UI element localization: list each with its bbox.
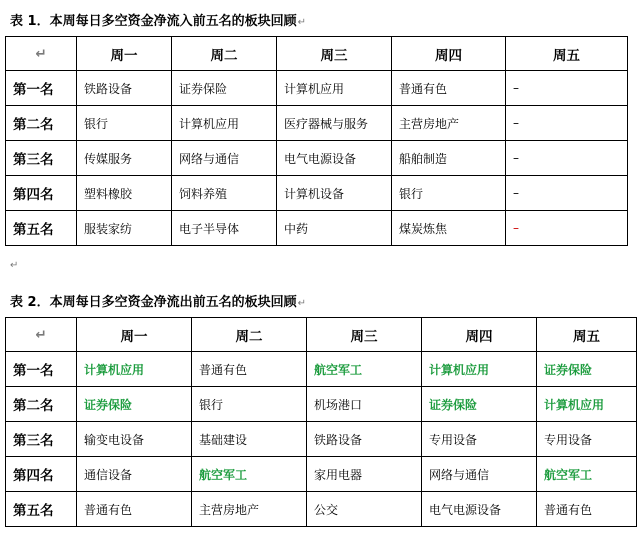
- sector-cell: [506, 106, 628, 141]
- sector-name: 证券保险: [179, 81, 228, 96]
- sector-name: 专用设备: [429, 432, 478, 447]
- sector-name: 铁路设备: [314, 432, 363, 447]
- sector-name: 银行: [84, 116, 109, 131]
- sector-name: 中药: [284, 221, 309, 236]
- sector-cell: [172, 106, 277, 141]
- table-row: [6, 176, 628, 211]
- header-corner-cell: ↵: [6, 37, 77, 71]
- sector-name: 医疗器械与服务: [284, 116, 369, 131]
- table-row: [6, 492, 637, 527]
- table-row: [6, 71, 628, 106]
- day-header: 周一: [77, 37, 172, 71]
- rank-label: 第三名: [6, 422, 77, 457]
- table-row: [6, 422, 637, 457]
- sector-name: 铁路设备: [84, 81, 133, 96]
- sector-cell: [172, 211, 277, 246]
- sector-name: 计算机应用: [544, 397, 605, 412]
- sector-name: 普通有色: [544, 502, 593, 517]
- rank-label: 第二名: [6, 387, 77, 422]
- rank-label: 第五名: [6, 492, 77, 527]
- sector-cell: [172, 176, 277, 211]
- sector-cell: [392, 106, 506, 141]
- table1-title: 表 1．本周每日多空资金净流入前五名的板块回顾↵: [10, 14, 306, 29]
- sector-cell: [77, 457, 192, 492]
- sector-cell: [277, 141, 392, 176]
- day-header: 周三: [277, 37, 392, 71]
- rank-label: 第二名: [6, 106, 77, 141]
- sector-cell: [77, 141, 172, 176]
- rank-label: 第一名: [6, 352, 77, 387]
- sector-cell: [307, 352, 422, 387]
- header-row: [6, 318, 637, 352]
- sector-cell: [422, 387, 537, 422]
- sector-cell: [77, 106, 172, 141]
- day-header: 周四: [392, 37, 506, 71]
- sector-cell: [422, 492, 537, 527]
- table-row: [6, 141, 628, 176]
- sector-cell: [277, 176, 392, 211]
- sector-cell: [422, 422, 537, 457]
- empty-dash: –: [513, 221, 519, 235]
- sector-name: 电气电源设备: [284, 151, 357, 166]
- sector-name: 专用设备: [544, 432, 593, 447]
- sector-name: 船舶制造: [399, 151, 448, 166]
- day-header: 周二: [172, 37, 277, 71]
- sector-cell: [77, 352, 192, 387]
- rank-label: 第一名: [6, 71, 77, 106]
- sector-cell: [192, 457, 307, 492]
- sector-name: 通信设备: [84, 467, 133, 482]
- sector-cell: [537, 457, 637, 492]
- empty-dash: –: [513, 81, 519, 95]
- table-row: [6, 106, 628, 141]
- table-row: [6, 352, 637, 387]
- empty-dash: –: [513, 116, 519, 130]
- sector-name: 煤炭炼焦: [399, 221, 448, 236]
- sector-name: 证券保险: [84, 397, 133, 412]
- sector-cell: [307, 387, 422, 422]
- sector-cell: [277, 211, 392, 246]
- sector-name: 传媒服务: [84, 151, 133, 166]
- sector-name: 计算机设备: [284, 186, 345, 201]
- header-corner-cell: ↵: [6, 318, 77, 352]
- sector-cell: [77, 176, 172, 211]
- sector-cell: [392, 211, 506, 246]
- sector-name: 基础建设: [199, 432, 248, 447]
- sector-cell: [277, 106, 392, 141]
- sector-name: 航空军工: [544, 467, 593, 482]
- inflow-table: [5, 36, 628, 246]
- sector-name: 计算机应用: [429, 362, 490, 377]
- sector-name: 计算机应用: [284, 81, 345, 96]
- sector-cell: [277, 71, 392, 106]
- sector-name: 机场港口: [314, 397, 363, 412]
- paragraph-mark: ↵: [10, 260, 19, 271]
- sector-cell: [392, 176, 506, 211]
- sector-name: 塑料橡胶: [84, 186, 133, 201]
- sector-cell: [537, 422, 637, 457]
- sector-name: 服装家纺: [84, 221, 133, 236]
- sector-cell: [506, 71, 628, 106]
- sector-name: 公交: [314, 502, 339, 517]
- sector-cell: [77, 211, 172, 246]
- table-row: [6, 211, 628, 246]
- sector-name: 计算机应用: [179, 116, 240, 131]
- sector-name: 主营房地产: [199, 502, 260, 517]
- sector-cell: [307, 457, 422, 492]
- sector-cell: [192, 352, 307, 387]
- day-header: 周二: [192, 318, 307, 352]
- sector-name: 网络与通信: [429, 467, 490, 482]
- table-row: [6, 387, 637, 422]
- sector-name: 普通有色: [199, 362, 248, 377]
- table-row: [6, 457, 637, 492]
- sector-cell: [422, 457, 537, 492]
- sector-name: 普通有色: [399, 81, 448, 96]
- sector-cell: [192, 387, 307, 422]
- sector-cell: [192, 492, 307, 527]
- rank-label: 第四名: [6, 457, 77, 492]
- outflow-table: [5, 317, 637, 527]
- sector-cell: [77, 387, 192, 422]
- sector-cell: [77, 492, 192, 527]
- day-header: 周四: [422, 318, 537, 352]
- sector-name: 航空军工: [314, 362, 363, 377]
- sector-name: 银行: [399, 186, 424, 201]
- sector-name: 饲料养殖: [179, 186, 228, 201]
- sector-cell: [392, 71, 506, 106]
- sector-cell: [172, 71, 277, 106]
- sector-name: 主营房地产: [399, 116, 460, 131]
- sector-name: 输变电设备: [84, 432, 145, 447]
- sector-cell: [506, 176, 628, 211]
- sector-cell: [77, 422, 192, 457]
- sector-cell: [392, 141, 506, 176]
- day-header: 周五: [537, 318, 637, 352]
- empty-dash: –: [513, 186, 519, 200]
- sector-name: 证券保险: [429, 397, 478, 412]
- sector-cell: [537, 352, 637, 387]
- sector-cell: [506, 141, 628, 176]
- rank-label: 第四名: [6, 176, 77, 211]
- sector-name: 电子半导体: [179, 221, 240, 236]
- sector-cell: [192, 422, 307, 457]
- rank-label: 第三名: [6, 141, 77, 176]
- day-header: 周一: [77, 318, 192, 352]
- sector-name: 计算机应用: [84, 362, 145, 377]
- sector-cell: [422, 352, 537, 387]
- sector-name: 电气电源设备: [429, 502, 502, 517]
- rank-label: 第五名: [6, 211, 77, 246]
- empty-dash: –: [513, 151, 519, 165]
- day-header: 周三: [307, 318, 422, 352]
- day-header: 周五: [506, 37, 628, 71]
- sector-cell: [537, 387, 637, 422]
- sector-cell: [172, 141, 277, 176]
- table2-title: 表 2．本周每日多空资金净流出前五名的板块回顾↵: [10, 295, 306, 310]
- sector-name: 证券保险: [544, 362, 593, 377]
- header-row: [6, 37, 628, 71]
- sector-cell: [506, 211, 628, 246]
- sector-name: 网络与通信: [179, 151, 240, 166]
- sector-name: 普通有色: [84, 502, 133, 517]
- sector-cell: [537, 492, 637, 527]
- sector-cell: [77, 71, 172, 106]
- sector-name: 航空军工: [199, 467, 248, 482]
- sector-name: 家用电器: [314, 467, 363, 482]
- sector-cell: [307, 492, 422, 527]
- sector-cell: [307, 422, 422, 457]
- sector-name: 银行: [199, 397, 224, 412]
